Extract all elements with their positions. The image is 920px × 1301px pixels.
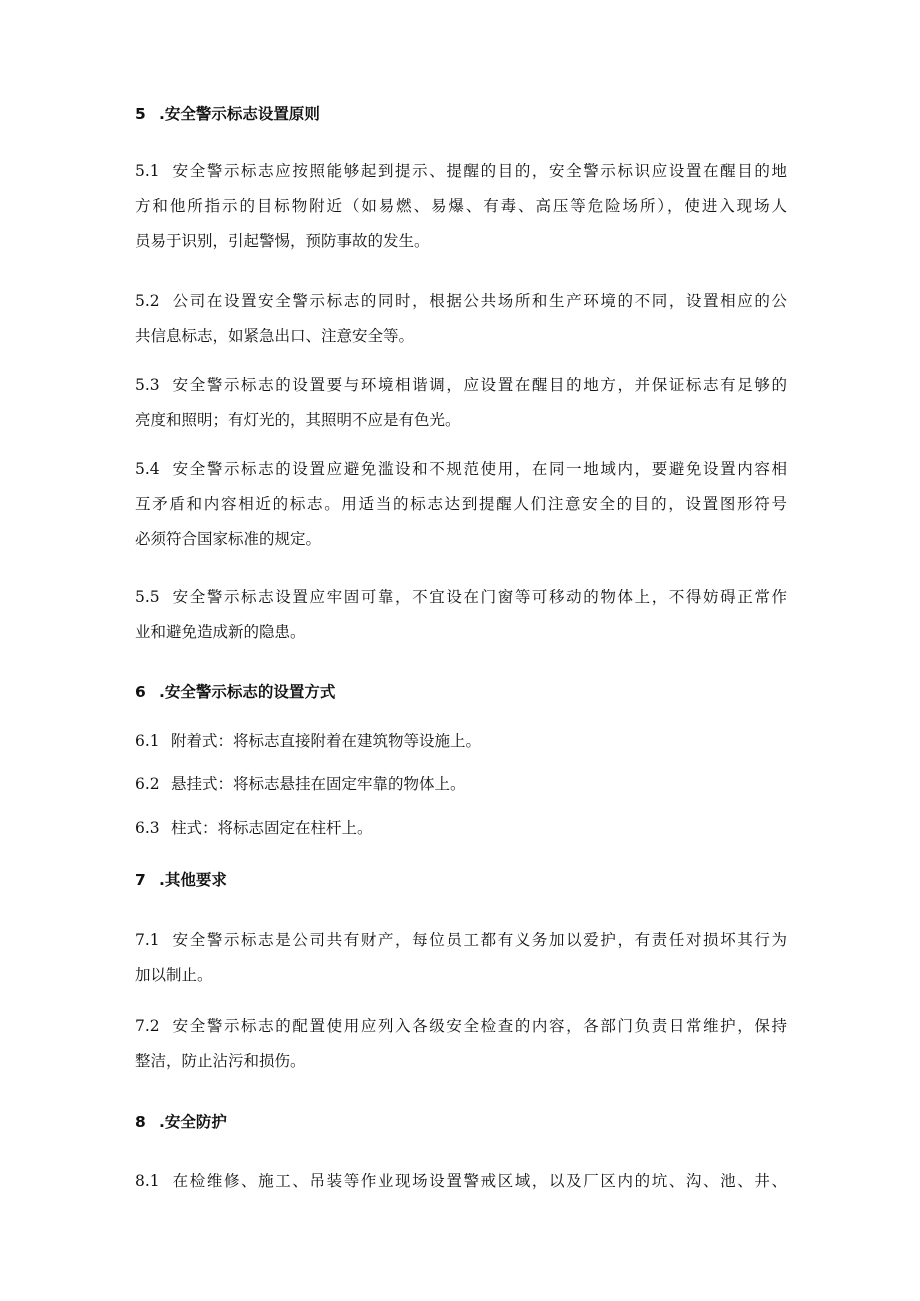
paragraph-line	[135, 452, 787, 487]
paragraph-line	[135, 923, 787, 958]
section-number: 8	[135, 1113, 146, 1131]
paragraph-number: 6.3	[135, 819, 160, 837]
paragraph-number: 5.4	[135, 460, 160, 478]
paragraph	[135, 811, 787, 846]
section-title: .安全警示标志的设置方式	[159, 683, 336, 701]
paragraph-number: 5.2	[135, 292, 160, 310]
paragraph-text: 悬挂式：将标志悬挂在固定牢靠的物体上。	[171, 775, 466, 793]
paragraph-number: 6.1	[135, 732, 160, 750]
paragraph-line: 必须符合国家标准的规定。	[135, 530, 322, 548]
section-title: .其他要求	[159, 871, 227, 889]
section-heading	[135, 870, 227, 890]
paragraph-text: 安全警示标志的配置使用应列入各级安全检查的内容，各部门负责日常维护，保持	[171, 1017, 787, 1035]
paragraph-text: 公司在设置安全警示标志的同时，根据公共场所和生产环境的不同，设置相应的公	[171, 292, 787, 310]
paragraph-line	[135, 154, 787, 189]
paragraph-line: 业和避免造成新的隐患。	[135, 623, 306, 641]
paragraph-line	[135, 724, 787, 759]
paragraph-number: 7.1	[135, 931, 160, 949]
section-number: 6	[135, 683, 146, 701]
paragraph	[135, 368, 787, 438]
paragraph	[135, 724, 787, 759]
paragraph-number: 6.2	[135, 775, 160, 793]
section-heading	[135, 682, 335, 702]
paragraph-line	[135, 1009, 787, 1044]
paragraph	[135, 580, 787, 650]
paragraph-text: 安全警示标志是公司共有财产，每位员工都有义务加以爱护，有责任对损坏其行为	[171, 931, 787, 949]
paragraph-number: 5.1	[135, 162, 160, 180]
paragraph-number: 7.2	[135, 1017, 160, 1035]
paragraph-line: 互矛盾和内容相近的标志。用适当的标志达到提醒人们注意安全的目的，设置图形符号	[135, 495, 787, 513]
section-number: 5	[135, 105, 146, 123]
section-title: .安全防护	[159, 1113, 227, 1131]
paragraph-text: 安全警示标志的设置应避免滥设和不规范使用，在同一地域内，要避免设置内容相	[171, 460, 787, 478]
paragraph	[135, 1009, 787, 1079]
paragraph	[135, 767, 787, 802]
paragraph-text: 安全警示标志设置应牢固可靠，不宜设在门窗等可移动的物体上，不得妨碍正常作	[171, 588, 787, 606]
paragraph-number: 5.5	[135, 588, 160, 606]
paragraph-number: 8.1	[135, 1172, 160, 1190]
paragraph-line	[135, 368, 787, 403]
paragraph-text: 附着式：将标志直接附着在建筑物等设施上。	[171, 732, 482, 750]
paragraph-line	[135, 1164, 787, 1199]
section-title: .安全警示标志设置原则	[159, 105, 320, 123]
paragraph-line	[135, 811, 787, 846]
paragraph-line	[135, 767, 787, 802]
paragraph-line: 整洁，防止沾污和损伤。	[135, 1052, 306, 1070]
paragraph	[135, 284, 787, 354]
paragraph	[135, 1164, 787, 1199]
paragraph-text: 柱式：将标志固定在柱杆上。	[171, 819, 373, 837]
paragraph-text: 在检维修、施工、吊装等作业现场设置警戒区域，以及厂区内的坑、沟、池、井、	[171, 1172, 787, 1190]
paragraph	[135, 154, 787, 259]
paragraph-line	[135, 284, 787, 319]
paragraph-number: 5.3	[135, 376, 160, 394]
paragraph-line: 加以制止。	[135, 966, 213, 984]
paragraph-line	[135, 580, 787, 615]
paragraph	[135, 923, 787, 993]
paragraph	[135, 452, 787, 557]
paragraph-line: 亮度和照明；有灯光的，其照明不应是有色光。	[135, 411, 461, 429]
paragraph-text: 安全警示标志应按照能够起到提示、提醒的目的，安全警示标识应设置在醒目的地	[171, 162, 787, 180]
section-heading	[135, 1112, 227, 1132]
paragraph-text: 安全警示标志的设置要与环境相谐调，应设置在醒目的地方，并保证标志有足够的	[171, 376, 787, 394]
section-heading	[135, 104, 320, 124]
paragraph-line: 员易于识别，引起警惕，预防事故的发生。	[135, 232, 430, 250]
paragraph-line: 共信息标志，如紧急出口、注意安全等。	[135, 327, 415, 345]
paragraph-line: 方和他所指示的目标物附近（如易燃、易爆、有毒、高压等危险场所），使进入现场人	[135, 197, 787, 215]
section-number: 7	[135, 871, 146, 889]
